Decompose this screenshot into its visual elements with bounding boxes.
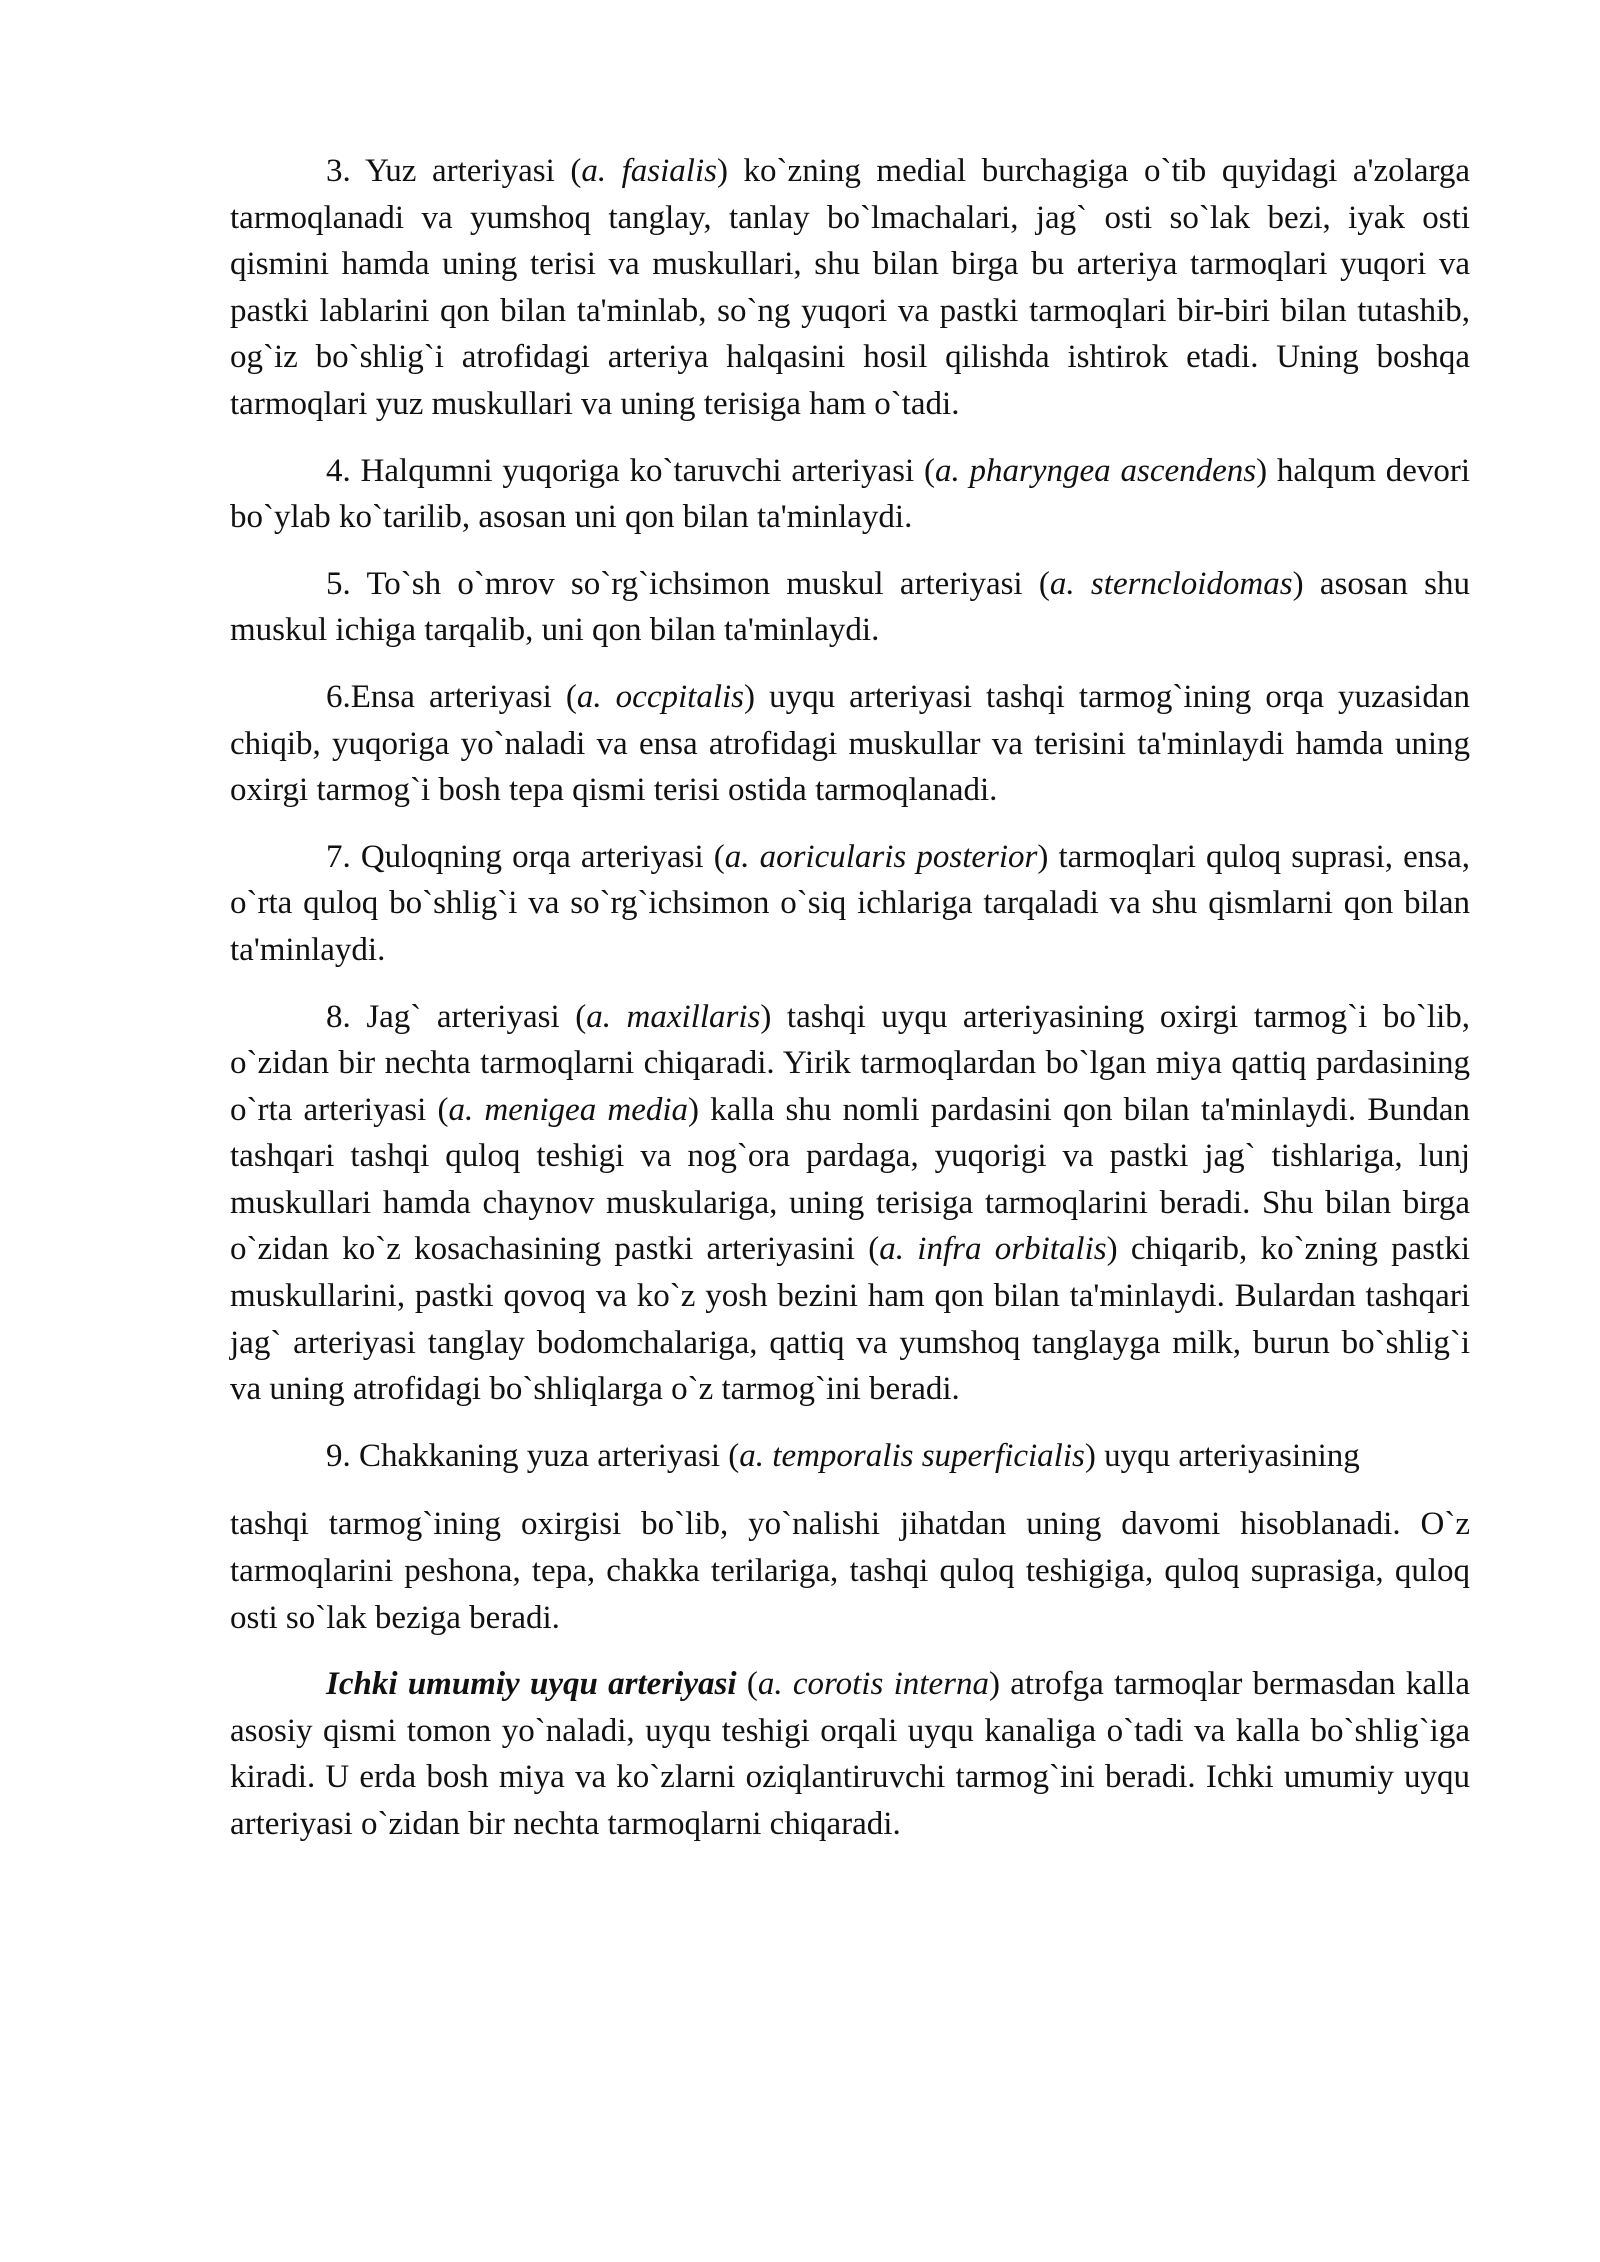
- latin-term: a. corotis interna: [757, 1666, 989, 1703]
- latin-term: a. maxillaris: [586, 998, 761, 1035]
- paragraph-internal-carotid-artery: Ichki umumiy uyqu arteriyasi (a. corotis interna) atrofga tarmoqlar bermasdan kalla asosiy qismi tomon yo`naladi, uyqu teshigi orqali uyqu kanaliga o`tadi va kalla bo`shlig`iga kiradi. U erda bosh miya va ko`zlarni oziqlantiruvchi tarmog`ini beradi. Ichki umumiy uyqu arteriyasi o`zidan bir nechta tarmoqlarni chiqaradi.: [230, 1666, 1470, 1842]
- paragraph-occipital-artery: 6.Ensa arteriyasi (a. occpitalis) uyqu arteriyasi tashqi tarmog`ining orqa yuzasidan chiqib, yuqoriga yo`naladi va ensa atrofidagi muskullar va terisini ta'minlaydi hamda uning oxirgi tarmog`i bosh tepa qismi terisi ostida tarmoqlanadi.: [230, 678, 1471, 809]
- paragraph-superficial-temporal-continuation: tashqi tarmog`ining oxirgisi bo`lib, yo`nalishi jihatdan uning davomi hisoblanadi. O`z tarmoqlarini peshona, tepa, chakka terilariga, tashqi quloq teshigiga, quloq suprasiga, quloq osti so`lak beziga beradi.: [230, 1506, 1470, 1636]
- paragraph-posterior-auricular-artery: 7. Quloqning orqa arteriyasi (a. aoricularis posterior) tarmoqlari quloq suprasi, ensa, o`rta quloq bo`shlig`i va so`rg`ichsimon o`siq ichlariga tarqaladi va shu qismlarni qon bilan ta'minlaydi.: [230, 838, 1470, 968]
- paragraph-maxillary-artery: 8. Jag` arteriyasi (a. maxillaris) tashqi uyqu arteriyasining oxirgi tarmog`i bo`lib, o`zidan bir nechta tarmoqlarni chiqaradi. Yirik tarmoqlardan bo`lgan miya qattiq pardasining o`rta arteriyasi (a. menigea media) kalla shu nomli pardasini qon bilan ta'minlaydi. Bundan tashqari tashqi quloq teshigi va nog`ora pardaga, yuqorigi va pastki jag` tishlariga, lunj muskullari hamda chaynov muskulariga, uning terisiga tarmoqlarini beradi. Shu bilan birga o`zidan ko`z kosachasining pastki arteriyasini (a. infra orbitalis) chiqarib, ko`zning pastki muskullarini, pastki qovoq va ko`z yosh bezini ham qon bilan ta'minlaydi. Bulardan tashqari jag` arteriyasi tanglay bodomchalariga, qattiq va yumshoq tanglayga milk, burun bo`shlig`i va uning atrofidagi bo`shliqlarga o`z tarmog`ini beradi.: [230, 998, 1471, 1408]
- latin-term: a. menigea media: [448, 1091, 689, 1128]
- latin-term: a. occpitalis: [576, 678, 744, 715]
- paragraph-superficial-temporal-artery: 9. Chakkaning yuza arteriyasi (a. temporalis superficialis) uyqu arteriyasining: [326, 1437, 1360, 1474]
- latin-term: a. pharyngea ascendens: [934, 452, 1257, 489]
- latin-term: a. temporalis superficialis: [739, 1437, 1085, 1474]
- section-term: Ichki umumiy uyqu arteriyasi: [326, 1666, 737, 1703]
- latin-term: a. sterncloidomas: [1049, 565, 1293, 602]
- latin-term: a. infra orbitalis: [879, 1231, 1107, 1268]
- paragraph-sternocleidomastoid-artery: 5. To`sh o`mrov so`rg`ichsimon muskul arteriyasi (a. sterncloidomas) asosan shu muskul ichiga tarqalib, uni qon bilan ta'minlaydi.: [230, 565, 1470, 649]
- paragraph-ascending-pharyngeal-artery: 4. Halqumni yuqoriga ko`taruvchi arteriyasi (a. pharyngea ascendens) halqum devori bo`ylab ko`tarilib, asosan uni qon bilan ta'minlaydi.: [230, 452, 1471, 536]
- paragraph-face-artery: 3. Yuz arteriyasi (a. fasialis) ko`zning medial burchagiga o`tib quyidagi a'zolarga tarmoqlanadi va yumshoq tanglay, tanlay bo`lmachalari, jag` osti so`lak bezi, iyak osti qismini hamda uning terisi va muskullari, shu bilan birga bu arteriya tarmoqlari yuqori va pastki lablarini qon bilan ta'minlab, so`ng yuqori va pastki tarmoqlari bir-biri bilan tutashib, og`iz bo`shlig`i atrofidagi arteriya halqasini hosil qilishda ishtirok etadi. Uning boshqa tarmoqlari yuz muskullari va uning terisiga ham o`tadi.: [230, 153, 1471, 422]
- latin-term: a. fasialis: [581, 153, 717, 189]
- latin-term: a. aoricularis posterior: [724, 838, 1038, 875]
